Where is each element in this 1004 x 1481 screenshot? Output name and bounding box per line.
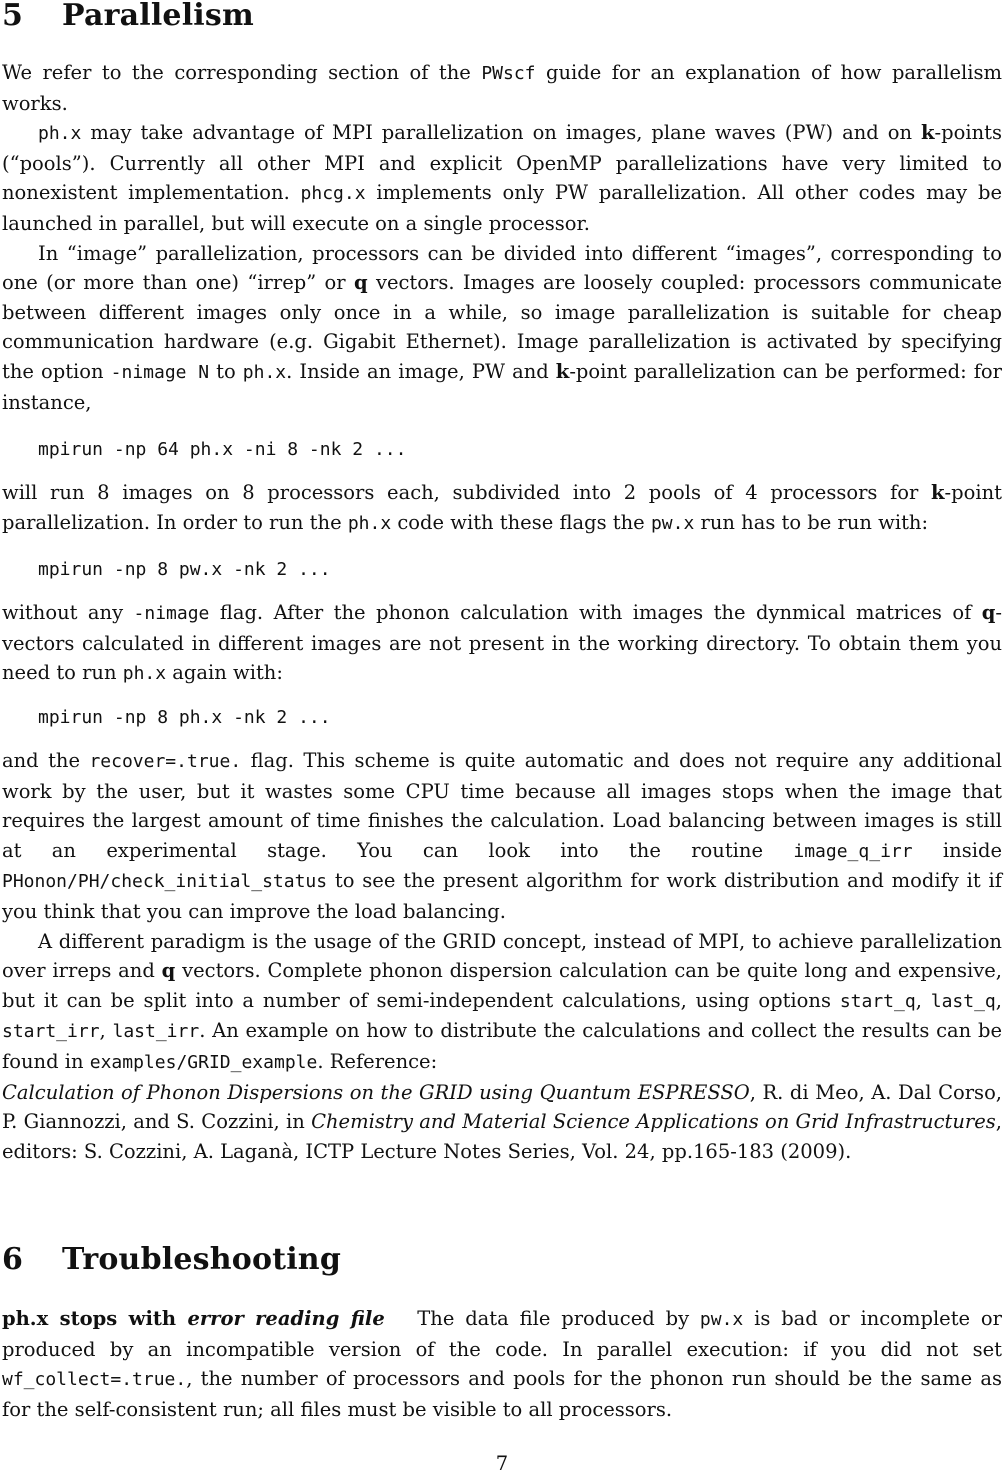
paragraph-2: ph.x may take advantage of MPI parallelization on images, plane waves (PW) and on k-points (“pools”). Currently all other MPI and explicit OpenMP parallelizations have very limited to nonexistent implementation. phcg.x implements only PW parallelization. All other codes may be launched in parallel, but will execute on a single processor. — [2, 121, 1002, 235]
paragraph-3: In “image” parallelization, processors can be divided into different “images”, corresponding to one (or more than one) “irrep” or q vectors. Images are loosely coupled: processors communicate between different images only once in a while, so image parallelization is suitable for cheap communication hardware (e.g. Gigabit Ethernet). Image parallelization is activated by specifying the option -nimage N to ph.x. Inside an image, PW and k-point parallelization can be performed: for instance, — [2, 241, 1002, 414]
page-number: 7 — [495, 1452, 509, 1475]
section-number: 6 — [2, 1242, 24, 1277]
section-number: 5 — [2, 0, 24, 33]
reference-citation: Calculation of Phonon Dispersions on the GRID using Quantum ESPRESSO, R. di Meo, A. Dal Corso, P. Giannozzi, and S. Cozzini, in Chemistry and Material Science Applications on Grid Infrastructures, editors: S. Cozzini, A. Laganà, ICTP Lecture Notes Series, Vol. 24, pp.165-183 (2009). — [2, 1080, 1003, 1163]
section-title: Parallelism — [62, 0, 254, 33]
command-example-3: mpirun -np 8 ph.x -nk 2 ... — [38, 707, 331, 728]
parallelism-tail-block — [2, 746, 1002, 1166]
paragraph-6: and the recover=.true. flag. This scheme is quite automatic and does not require any additional work by the user, but it wastes some CPU time because all images stops when the image that requires the largest amount of time finishes the calculation. Load balancing between images is still at an experimental stage. You can look into the routine image_q_irr inside PHonon/PH/check_initial_status to see the present algorithm for work distribution and modify it if you think that you can improve the load balancing. — [2, 749, 1003, 923]
parallelism-intro-block — [2, 58, 1002, 417]
paragraph-7: A different paradigm is the usage of the GRID concept, instead of MPI, to achieve parallelization over irreps and q vectors. Complete phonon dispersion calculation can be quite long and expensive, but it can be split into a number of semi-independent calculations, using options start_q, last_q, start_irr, last_irr. An example on how to distribute the calculations and collect the results can be found in examples/GRID_example. Reference: — [2, 929, 1002, 1073]
command-example-2: mpirun -np 8 pw.x -nk 2 ... — [38, 559, 331, 580]
section-heading-parallelism — [2, 0, 254, 33]
section-heading-troubleshooting — [2, 1242, 341, 1277]
section-title: Troubleshooting — [62, 1242, 341, 1277]
paragraph-5: without any -nimage flag. After the phonon calculation with images the dynmical matrices of q-vectors calculated in different images are not present in the working directory. To obtain them you need to run ph.x again with: — [2, 601, 1002, 685]
paragraph-1: We refer to the corresponding section of the PWscf guide for an explanation of how parallelism works. — [2, 61, 1002, 115]
troubleshooting-paragraph: ph.x stops with error reading file The data file produced by pw.x is bad or incomplete or produced by an incompatible version of the code. In parallel execution: if you did not set wf_collect=.true., the number of processors and pools for the phonon run should be the same as for the self-consistent run; all files must be visible to all processors. — [2, 1307, 1002, 1421]
paragraph-4: will run 8 images on 8 processors each, subdivided into 2 pools of 4 processors for k-point parallelization. In order to run the ph.x code with these flags the pw.x run has to be run with: — [2, 481, 1002, 534]
command-example-1: mpirun -np 64 ph.x -ni 8 -nk 2 ... — [38, 439, 407, 460]
